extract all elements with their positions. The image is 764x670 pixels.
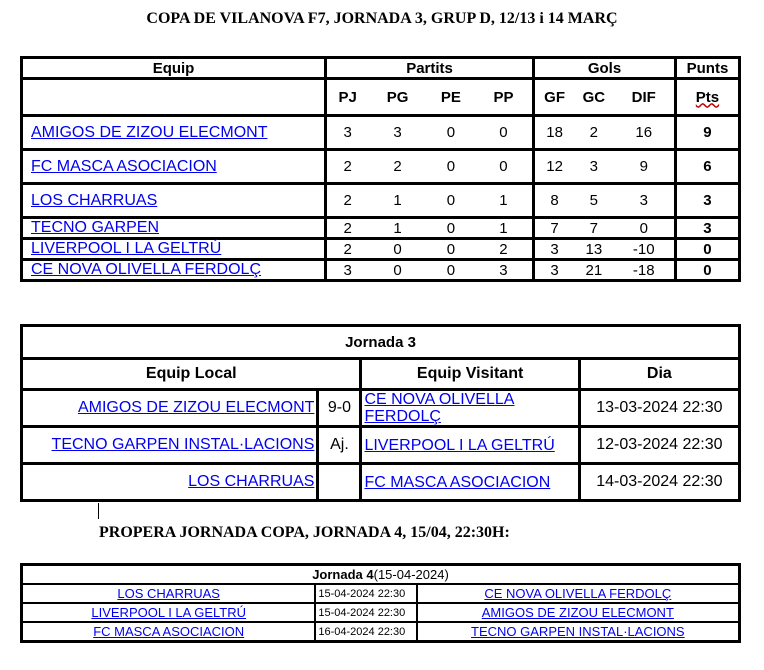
round4-match-row — [22, 603, 740, 622]
round3-header-away: Equip Visitant — [361, 359, 579, 390]
round4-match-row — [22, 584, 740, 603]
standings-row — [22, 218, 740, 239]
round4-away-link-cell — [417, 622, 740, 642]
col-pp: PP — [475, 79, 534, 116]
standings-row — [22, 239, 740, 260]
standings-pg: 0 — [368, 260, 427, 281]
standings-gc: 5 — [574, 184, 613, 218]
standings-pe: 0 — [427, 218, 475, 239]
standings-gc: 13 — [574, 239, 613, 260]
standings-pts: 3 — [675, 184, 739, 218]
standings-pe: 0 — [427, 116, 475, 150]
standings-pp: 3 — [475, 260, 534, 281]
round4-home-link-cell — [22, 622, 316, 642]
round3-result — [318, 464, 361, 501]
standings-team-link[interactable]: LOS CHARRUAS — [31, 191, 158, 209]
standings-pg: 1 — [368, 218, 427, 239]
standings-pp: 1 — [475, 218, 534, 239]
standings-team-cell — [22, 116, 326, 150]
round3-date: 14-03-2024 22:30 — [579, 464, 739, 501]
round4-home-link-cell — [22, 603, 316, 622]
standings-team-link[interactable]: AMIGOS DE ZIZOU ELECMONT — [31, 123, 268, 141]
col-pg: PG — [368, 79, 427, 116]
standings-gc: 2 — [574, 116, 613, 150]
standings-team-link[interactable]: FC MASCA ASOCIACION — [31, 157, 217, 175]
col-gc: GC — [574, 79, 613, 116]
round3-away-link-cell — [361, 464, 579, 501]
standings-row — [22, 150, 740, 184]
round3-home-link-cell — [22, 390, 318, 427]
round3-away-link-cell — [361, 427, 579, 464]
standings-pe: 0 — [427, 150, 475, 184]
standings-dif: 3 — [614, 184, 676, 218]
standings-gf: 3 — [534, 260, 575, 281]
round3-away-link[interactable]: LIVERPOOL I LA GELTRÚ — [364, 436, 555, 454]
standings-pg: 3 — [368, 116, 427, 150]
standings-team-cell — [22, 150, 326, 184]
standings-pe: 0 — [427, 184, 475, 218]
standings-dif: 0 — [614, 218, 676, 239]
standings-pts: 9 — [675, 116, 739, 150]
round3-header-date: Dia — [579, 359, 739, 390]
standings-gf: 18 — [534, 116, 575, 150]
standings-pts: 0 — [675, 260, 739, 281]
standings-team-link[interactable]: CE NOVA OLIVELLA FERDOLÇ — [31, 261, 262, 278]
col-pts-label: Pts — [695, 88, 720, 106]
standings-pj: 3 — [326, 116, 369, 150]
header-team: Equip — [22, 58, 326, 79]
round4-date: 15-04-2024 22:30 — [315, 603, 416, 622]
round3-match-row — [22, 427, 740, 464]
round4-home-link[interactable]: LIVERPOOL I LA GELTRÚ — [91, 605, 246, 620]
round4-home-link[interactable]: LOS CHARRUAS — [117, 586, 220, 601]
standings-row — [22, 116, 740, 150]
header-matches: Partits — [326, 58, 534, 79]
round3-away-link[interactable]: FC MASCA ASOCIACION — [364, 473, 551, 491]
round3-match-row — [22, 390, 740, 427]
standings-pj: 2 — [326, 239, 369, 260]
round3-match-row — [22, 464, 740, 501]
round3-result: Aj. — [318, 427, 361, 464]
round3-away-link-cell — [361, 390, 579, 427]
text-cursor — [98, 503, 99, 519]
round4-caption — [22, 565, 740, 585]
round3-away-link[interactable]: CE NOVA OLIVELLA FERDOLÇ — [364, 391, 515, 425]
standings-dif: -10 — [614, 239, 676, 260]
col-pts — [675, 79, 739, 116]
standings-gf: 8 — [534, 184, 575, 218]
round4-away-link-cell — [417, 584, 740, 603]
standings-team-cell — [22, 218, 326, 239]
standings-team-link[interactable]: TECNO GARPEN — [31, 219, 160, 236]
round4-away-link-cell — [417, 603, 740, 622]
standings-pp: 0 — [475, 116, 534, 150]
round4-table — [20, 563, 741, 643]
round4-away-link[interactable]: TECNO GARPEN INSTAL·LACIONS — [471, 624, 685, 639]
col-pe: PE — [427, 79, 475, 116]
standings-pts: 0 — [675, 239, 739, 260]
standings-pg: 0 — [368, 239, 427, 260]
standings-table — [20, 56, 741, 282]
standings-pj: 2 — [326, 150, 369, 184]
standings-pe: 0 — [427, 239, 475, 260]
round3-caption: Jornada 3 — [22, 326, 740, 359]
round4-caption-date: (15-04-2024) — [373, 567, 449, 582]
round4-away-link[interactable]: CE NOVA OLIVELLA FERDOLÇ — [484, 586, 672, 601]
round3-result: 9-0 — [318, 390, 361, 427]
standings-team-cell — [22, 239, 326, 260]
standings-team-cell — [22, 184, 326, 218]
round4-match-row — [22, 622, 740, 642]
round4-date: 15-04-2024 22:30 — [315, 584, 416, 603]
standings-row — [22, 260, 740, 281]
round3-date: 13-03-2024 22:30 — [579, 390, 739, 427]
standings-gc: 3 — [574, 150, 613, 184]
standings-gf: 12 — [534, 150, 575, 184]
round3-table — [20, 324, 741, 502]
standings-pj: 2 — [326, 184, 369, 218]
round3-home-link[interactable]: LOS CHARRUAS — [188, 473, 315, 490]
round3-home-link[interactable]: TECNO GARPEN INSTAL·LACIONS — [51, 436, 315, 453]
round4-away-link[interactable]: AMIGOS DE ZIZOU ELECMONT — [481, 605, 674, 620]
standings-gc: 21 — [574, 260, 613, 281]
round3-header-home: Equip Local — [22, 359, 361, 390]
round3-home-link-cell — [22, 464, 318, 501]
round4-caption-title: Jornada 4 — [312, 567, 374, 582]
standings-dif: 16 — [614, 116, 676, 150]
standings-pj: 2 — [326, 218, 369, 239]
round4-date: 16-04-2024 22:30 — [315, 622, 416, 642]
round3-home-link-cell — [22, 427, 318, 464]
standings-team-link[interactable]: LIVERPOOL I LA GELTRÚ — [31, 240, 222, 257]
header-team-blank — [22, 79, 326, 116]
col-pj: PJ — [326, 79, 369, 116]
round4-home-link[interactable]: FC MASCA ASOCIACION — [93, 624, 245, 639]
next-round-title: PROPERA JORNADA COPA, JORNADA 4, 15/04, 22:30H: — [99, 524, 510, 541]
standings-dif: -18 — [614, 260, 676, 281]
standings-pj: 3 — [326, 260, 369, 281]
standings-pp: 2 — [475, 239, 534, 260]
round4-home-link-cell — [22, 584, 316, 603]
standings-gc: 7 — [574, 218, 613, 239]
round3-home-link[interactable]: AMIGOS DE ZIZOU ELECMONT — [77, 399, 315, 416]
standings-pts: 3 — [675, 218, 739, 239]
standings-dif: 9 — [614, 150, 676, 184]
page-title: COPA DE VILANOVA F7, JORNADA 3, GRUP D, 12/13 i 14 MARÇ — [146, 10, 618, 27]
standings-gf: 7 — [534, 218, 575, 239]
header-goals: Gols — [534, 58, 676, 79]
standings-pg: 1 — [368, 184, 427, 218]
standings-pg: 2 — [368, 150, 427, 184]
standings-pe: 0 — [427, 260, 475, 281]
standings-pp: 1 — [475, 184, 534, 218]
standings-pts: 6 — [675, 150, 739, 184]
round3-date: 12-03-2024 22:30 — [579, 427, 739, 464]
header-points: Punts — [675, 58, 739, 79]
standings-team-cell — [22, 260, 326, 281]
standings-pp: 0 — [475, 150, 534, 184]
col-dif: DIF — [614, 79, 676, 116]
standings-gf: 3 — [534, 239, 575, 260]
standings-row — [22, 184, 740, 218]
col-gf: GF — [534, 79, 575, 116]
